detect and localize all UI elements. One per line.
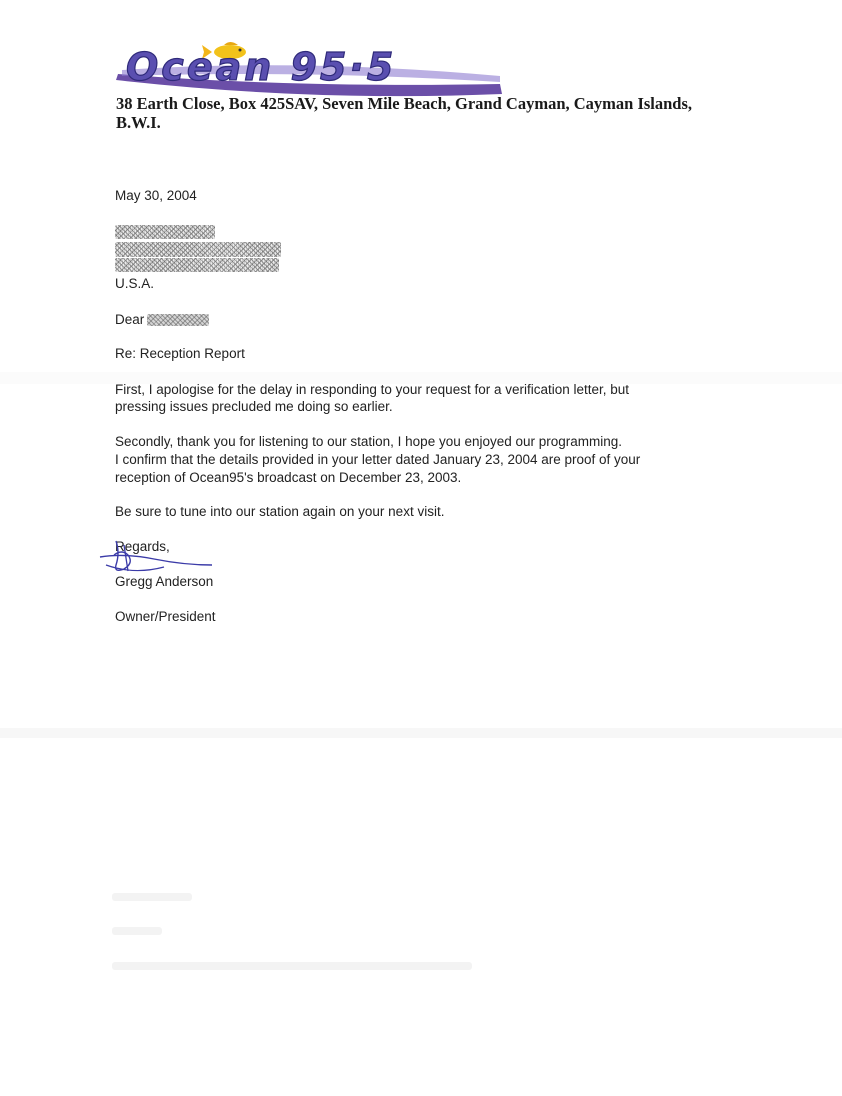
- salutation-text: Dear: [115, 312, 145, 327]
- salutation: [115, 311, 209, 328]
- redacted-recipient-salutation-name: [147, 314, 209, 326]
- paragraph-line: Secondly, thank you for listening to our station, I hope you enjoyed our programming.: [115, 434, 623, 449]
- closing: Regards,: [115, 539, 170, 554]
- recipient-country: U.S.A.: [115, 276, 155, 291]
- paragraph-line: pressing issues precluded me doing so earlier.: [115, 399, 393, 414]
- ocean-95-5-logo: [112, 40, 507, 98]
- subject-line: Re: Reception Report: [115, 346, 245, 361]
- paragraph-line: First, I apologise for the delay in responding to your request for a verification letter, but: [115, 382, 630, 397]
- letter-date: May 30, 2004: [115, 188, 197, 203]
- bleed-through-mark: [112, 962, 472, 970]
- handwritten-signature: [94, 535, 224, 577]
- redacted-recipient-address: [115, 242, 281, 257]
- paragraph-line: I confirm that the details provided in your letter dated January 23, 2004 are proof of your: [115, 452, 641, 467]
- redacted-recipient-city: [115, 258, 279, 272]
- redacted-recipient-name: [115, 225, 215, 239]
- paragraph-line: reception of Ocean95's broadcast on December 23, 2003.: [115, 470, 462, 485]
- bleed-through-mark: [112, 893, 192, 901]
- scan-artifact-band: [0, 728, 842, 738]
- paragraph-line: Be sure to tune into our station again on your next visit.: [115, 504, 445, 519]
- address-line: B.W.I.: [116, 113, 161, 132]
- letterhead-address: [116, 94, 716, 132]
- signer-name: Gregg Anderson: [115, 574, 214, 589]
- signer-title: Owner/President: [115, 609, 216, 624]
- bleed-through-mark: [112, 927, 162, 935]
- address-line: 38 Earth Close, Box 425SAV, Seven Mile Beach, Grand Cayman, Cayman Islands,: [116, 94, 693, 113]
- logo-wordmark: Ocean 95·5: [126, 45, 397, 89]
